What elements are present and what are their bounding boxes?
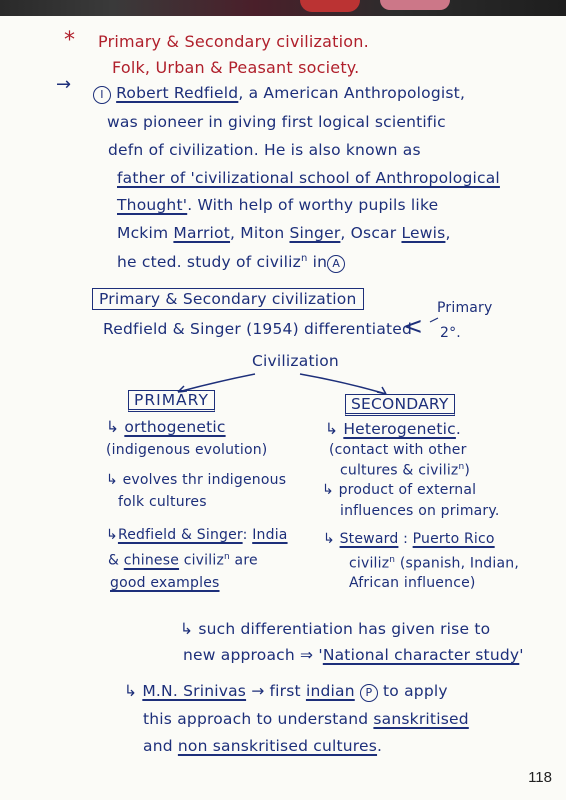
secondary-title: SECONDARY <box>345 394 455 416</box>
pupil-lewis: Lewis <box>401 224 446 242</box>
secondary-item2-cont: influences on primary. <box>340 503 500 519</box>
secondary-item1-note-cont <box>340 462 470 479</box>
page-number: 118 <box>528 769 552 786</box>
primary-item1-note: (indigenous evolution) <box>106 442 268 458</box>
pupil-2-first: , Miton <box>230 224 290 242</box>
intro-line2: was pioneer in giving first logical scientific <box>107 113 446 131</box>
intro-arrow: → <box>56 74 72 95</box>
colon: : <box>398 531 413 547</box>
and-text: and <box>143 737 178 755</box>
approach-text: this approach to understand <box>143 710 374 728</box>
heading-line1: Primary & Secondary civilization. <box>98 32 369 51</box>
superscript-n: n <box>300 253 308 264</box>
arrow-to-secondary <box>300 374 386 394</box>
secondary-note: 2°. <box>440 325 461 341</box>
primary-note-brace <box>430 318 438 322</box>
superscript-n: n <box>224 552 230 562</box>
sanskritised-term: sanskritised <box>373 710 469 728</box>
ampersand: & <box>108 552 124 569</box>
period: . <box>455 420 462 438</box>
bullet-arrow: ↳ <box>325 420 344 438</box>
intro-line7 <box>117 253 345 273</box>
orthogenetic-term: orthogenetic <box>124 418 226 436</box>
primary-item3-end: good examples <box>110 575 220 591</box>
india-circle-badge: A <box>327 255 345 273</box>
non-sanskritised-term: non sanskritised cultures <box>177 737 378 755</box>
civiliz-word: civiliz <box>179 552 224 569</box>
primary-note: Primary <box>437 300 493 316</box>
secondary-item1 <box>325 420 461 438</box>
secondary-item1-note: (contact with other <box>329 442 467 458</box>
secondary-item3-end: African influence) <box>349 575 476 591</box>
conclusion-line5 <box>143 737 382 755</box>
primary-item1 <box>106 418 226 436</box>
superscript-n: n <box>389 555 396 565</box>
intro-line5-rest: . With help of worthy pupils like <box>187 196 439 214</box>
pupil-1-first: Mckim <box>117 224 174 242</box>
person-circle-badge: P <box>360 684 378 702</box>
steward-term: Steward <box>339 531 399 547</box>
chinese-term: chinese <box>123 552 180 569</box>
conclusion-line2 <box>183 646 524 664</box>
bullet-arrow: ↳ <box>124 682 143 700</box>
primary-item2-cont: folk cultures <box>118 494 207 510</box>
are-word: are <box>229 552 258 569</box>
colon: : <box>242 527 253 543</box>
roman-numeral-badge: I <box>93 86 111 104</box>
civiliz-word: civiliz <box>349 555 390 572</box>
to-apply-text: to apply <box>377 682 448 700</box>
intro-line5 <box>117 196 438 214</box>
period: . <box>377 737 383 755</box>
influence-list: (spanish, Indian, <box>395 555 519 572</box>
intro-line3-rest: of civilization. He is also known as <box>143 141 421 159</box>
author-name: Robert Redfield <box>116 84 239 102</box>
close-paren: ) <box>464 462 471 479</box>
intro-line1-rest: , a American Anthropologist, <box>238 84 466 102</box>
heading-line2: Folk, Urban & Peasant society. <box>112 58 360 77</box>
intro-line1 <box>93 84 465 104</box>
bullet-arrow: ↳ <box>106 418 125 436</box>
conclusion-line1: ↳ such differentiation has given rise to <box>180 620 491 638</box>
pupil-singer: Singer <box>289 224 341 242</box>
srinivas-name: M.N. Srinivas <box>142 682 247 700</box>
conclusion-line4 <box>143 710 469 728</box>
heterogenetic-term: Heterogenetic <box>343 420 456 438</box>
defn-abbrev: defn <box>108 141 144 159</box>
secondary-item2: ↳ product of external <box>322 482 477 498</box>
intro-line7-text: he cted. study of civiliz <box>117 253 301 272</box>
bullet-arrow: ↳ <box>106 527 118 543</box>
intro-line7-in: in <box>307 253 328 272</box>
superscript-n: n <box>458 462 465 472</box>
conclusion-line3 <box>124 682 448 702</box>
diff-line: Redfield & Singer (1954) differentiated <box>103 320 413 338</box>
pupil-marriot: Marriot <box>173 224 231 242</box>
india-term: India <box>252 527 288 543</box>
heading-star: * <box>64 28 76 53</box>
intro-line4: father of 'civilizational school of Anthropological <box>117 169 500 187</box>
primary-item3 <box>106 527 288 543</box>
intro-line6 <box>117 224 451 242</box>
tree-root: Civilization <box>252 352 339 370</box>
primary-title: PRIMARY <box>128 390 215 412</box>
redfield-singer: Redfield & Singer <box>117 527 243 543</box>
new-approach-text: new approach ⇒ ' <box>183 646 323 664</box>
bracket-glyph: < <box>403 312 424 340</box>
primary-item3-cont <box>108 552 258 569</box>
puerto-rico-term: Puerto Rico <box>412 531 495 547</box>
cultures-text: cultures & civiliz <box>340 462 459 479</box>
photo-top-edge <box>0 0 566 16</box>
national-character-study: National character study <box>322 646 520 664</box>
primary-item2: ↳ evolves thr indigenous <box>106 472 287 488</box>
first-text: → first <box>246 682 306 700</box>
secondary-item3 <box>323 531 495 547</box>
quote-mark: ' <box>519 646 524 664</box>
bullet-arrow: ↳ <box>323 531 340 547</box>
intro-line3 <box>108 141 421 159</box>
indian-term: indian <box>305 682 355 700</box>
pupil-3-first: , Oscar <box>340 224 402 242</box>
thought-word: Thought' <box>117 196 188 214</box>
comma: , <box>445 224 451 242</box>
arrow-to-secondary-head <box>377 387 386 394</box>
secondary-item3-cont <box>349 555 519 572</box>
section-title: Primary & Secondary civilization <box>92 288 364 310</box>
